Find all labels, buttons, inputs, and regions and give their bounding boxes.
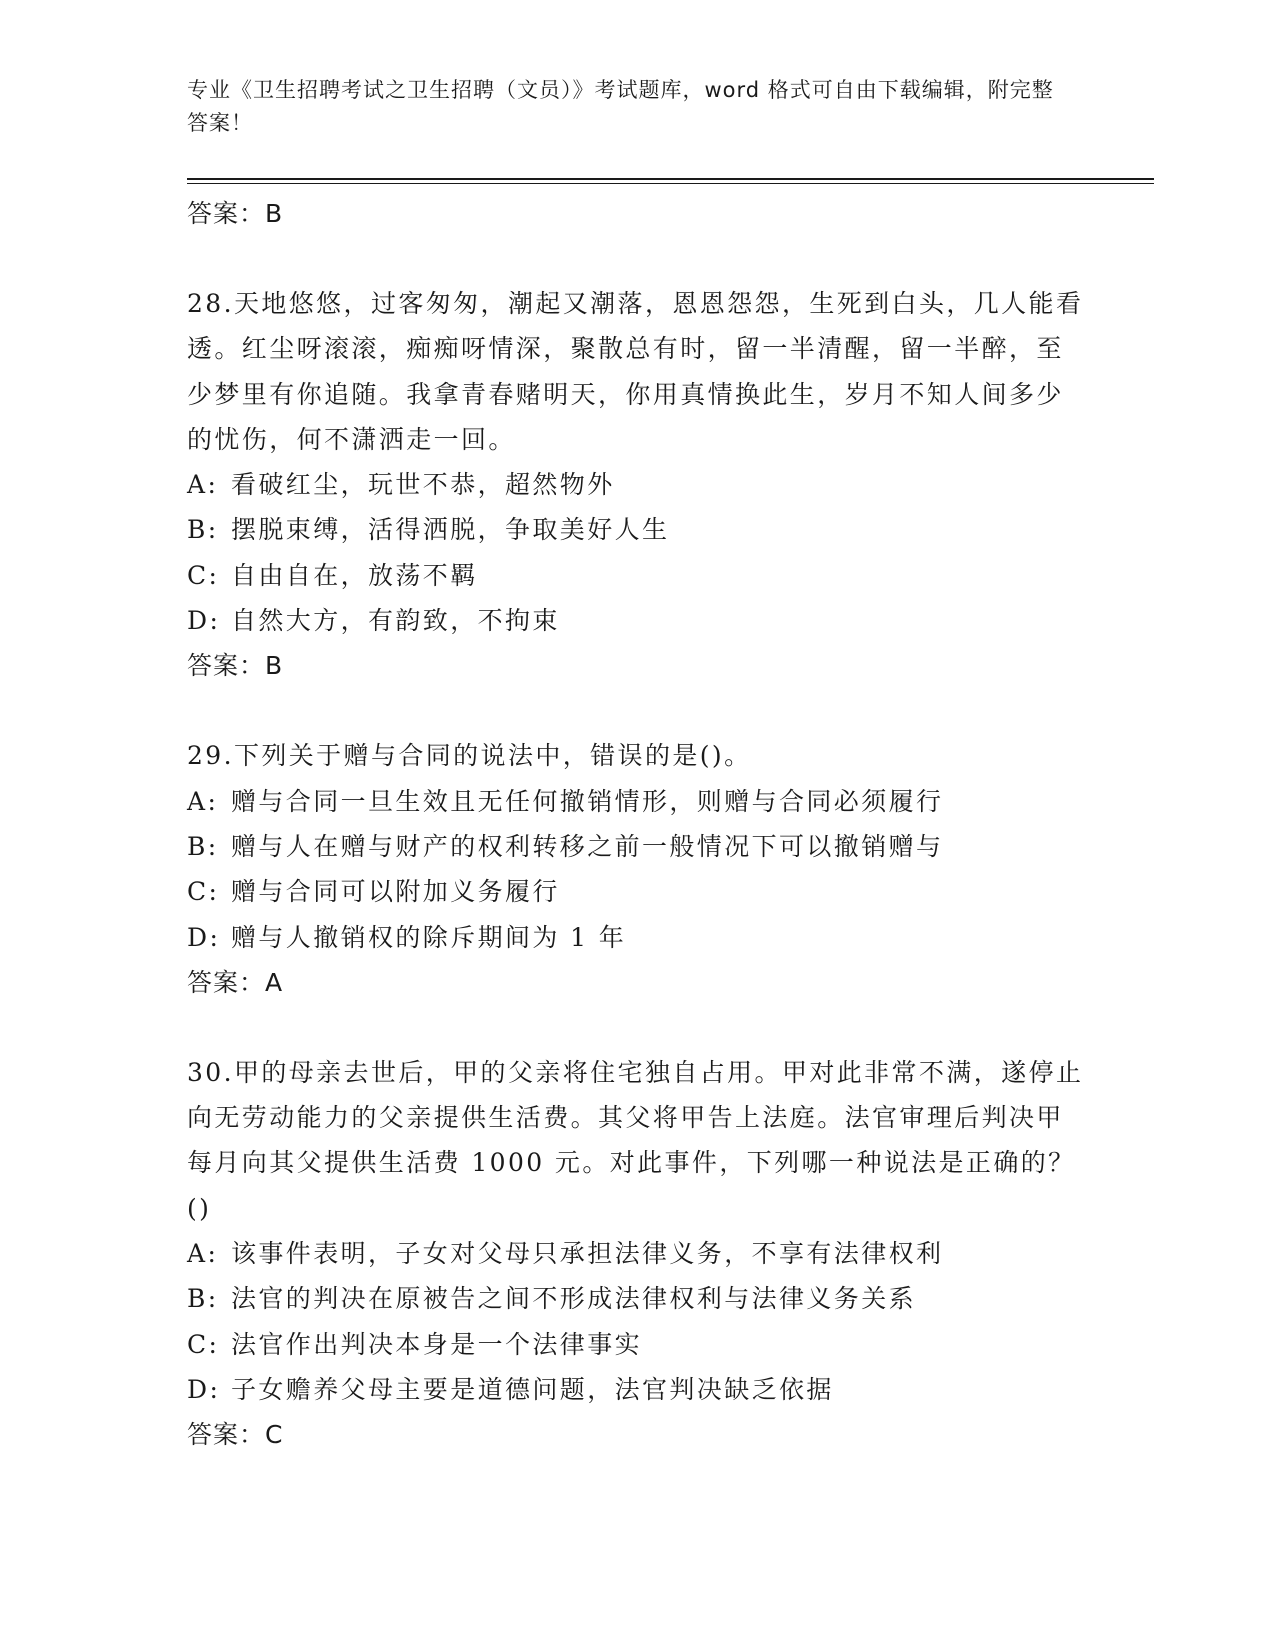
option-label: A: <box>187 786 219 816</box>
answer-line: 答案：C <box>187 1420 284 1450</box>
option-text: 摆脱束缚，活得洒脱，争取美好人生 <box>231 515 670 545</box>
option-text: 赠与人在赠与财产的权利转移之前一般情况下可以撤销赠与 <box>231 831 944 861</box>
option-text: 子女赡养父母主要是道德问题，法官判决缺乏依据 <box>231 1374 834 1404</box>
option-b <box>187 824 1087 869</box>
option-text: 法官的判决在原被告之间不形成法律权利与法律义务关系 <box>231 1284 917 1314</box>
option-c <box>187 1322 1087 1367</box>
option-a <box>187 1231 1087 1276</box>
question-item <box>187 1050 1087 1458</box>
option-label: A: <box>187 1239 219 1269</box>
option-b <box>187 1276 1087 1321</box>
option-label: D: <box>187 922 221 952</box>
option-label: D: <box>187 1374 221 1404</box>
answer-line: 答案：B <box>187 651 284 681</box>
option-text: 该事件表明，子女对父母只承担法律义务，不享有法律权利 <box>231 1239 944 1269</box>
option-a <box>187 779 1087 824</box>
option-d <box>187 1367 1087 1412</box>
option-text: 自由自在，放荡不羁 <box>231 560 478 590</box>
option-b <box>187 507 1087 552</box>
option-text: 赠与人撤销权的除斥期间为 1 年 <box>231 922 627 952</box>
header-rule-thin <box>187 183 1154 184</box>
option-c <box>187 869 1087 914</box>
question-item <box>187 281 1087 689</box>
option-label: C: <box>187 877 220 907</box>
question-stem: 28.天地悠悠，过客匆匆，潮起又潮落，恩恩怨怨，生死到白头，几人能看透。红尘呀滚滚，痴痴呀情深，聚散总有时，留一半清醒，留一半醉，至少梦里有你追随。我拿青春赌明天，你用真情换此生，岁月不知人间多少的忧伤，何不潇洒走一回。 <box>187 289 1084 454</box>
option-label: D: <box>187 606 221 636</box>
option-c <box>187 553 1087 598</box>
option-label: B: <box>187 515 219 545</box>
option-text: 赠与合同可以附加义务履行 <box>231 877 560 907</box>
option-text: 自然大方，有韵致，不拘束 <box>231 606 560 636</box>
header-text: 专业《卫生招聘考试之卫生招聘（文员）》考试题库，word 格式可自由下载编辑，附完整答案！ <box>187 78 1054 135</box>
option-text: 赠与合同一旦生效且无任何撤销情形，则赠与合同必须履行 <box>231 786 944 816</box>
answer-line: 答案：A <box>187 967 284 997</box>
question-list <box>187 187 1087 1458</box>
option-label: A: <box>187 470 219 500</box>
header-rule-thick <box>187 178 1154 180</box>
page-header <box>187 74 1067 140</box>
option-label: B: <box>187 831 219 861</box>
question-stem: 30.甲的母亲去世后，甲的父亲将住宅独自占用。甲对此非常不满，遂停止向无劳动能力的父亲提供生活费。其父将甲告上法庭。法官审理后判决甲每月向其父提供生活费 1000 元。对此事件，下列哪一种说法是正确的？() <box>187 1057 1084 1223</box>
option-d <box>187 915 1087 960</box>
option-text: 看破红尘，玩世不恭，超然物外 <box>231 470 615 500</box>
option-a <box>187 462 1087 507</box>
answer-line: 答案：B <box>187 199 284 228</box>
option-label: C: <box>187 560 220 590</box>
question-stem: 29.下列关于赠与合同的说法中，错误的是()。 <box>187 741 752 771</box>
option-d <box>187 598 1087 643</box>
option-text: 法官作出判决本身是一个法律事实 <box>231 1329 643 1359</box>
option-label: C: <box>187 1329 220 1359</box>
option-label: B: <box>187 1284 219 1314</box>
question-item <box>187 733 1087 1005</box>
